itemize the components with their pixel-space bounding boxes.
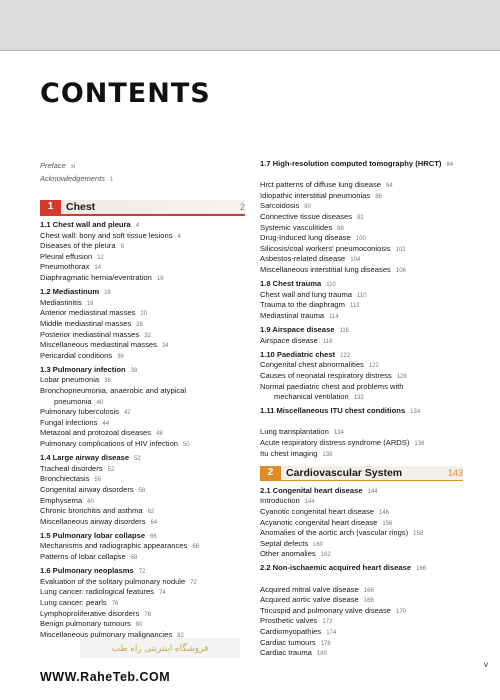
toc-entry-label: Benign pulmonary tumours — [40, 619, 131, 629]
toc-entry[interactable] — [260, 616, 332, 627]
toc-entry-page: 64 — [150, 519, 158, 526]
section-title: 1.9 Airspace disease — [260, 325, 335, 334]
toc-entry-page: 20 — [140, 311, 148, 318]
toc-entry-label: Sarcoidosis — [260, 201, 300, 211]
toc-entry-page: 156 — [382, 520, 393, 527]
toc-entry[interactable] — [260, 223, 344, 234]
toc-entry-label: Lung cancer: pearls — [40, 597, 107, 607]
toc-entry-label: Middle mediastinal masses — [40, 318, 132, 328]
toc-entry[interactable] — [40, 386, 186, 396]
toc-entry[interactable] — [260, 585, 374, 596]
section-page: 66 — [150, 533, 157, 540]
toc-entry-label: Diaphragmatic hernia/eventration — [40, 273, 152, 282]
toc-entry-page: 80 — [135, 622, 143, 629]
toc-entry[interactable] — [260, 191, 382, 202]
toc-entry-page: 128 — [396, 373, 407, 380]
section-page: 122 — [340, 352, 351, 359]
toc-entry-label: Congenital chest abnormalities — [260, 360, 364, 370]
front-item[interactable] — [40, 160, 113, 173]
page-title: CONTENTS — [40, 78, 211, 109]
front-item[interactable] — [40, 173, 113, 186]
toc-entry[interactable] — [40, 506, 154, 517]
chapter-title: Chest — [66, 201, 96, 213]
toc-entry-page: 174 — [326, 630, 337, 636]
toc-entry-page: 8 — [120, 244, 124, 251]
section-page: 72 — [138, 569, 146, 576]
toc-entry-label: Mediastinal trauma — [260, 310, 325, 320]
toc-entry-label: Mediastinitis — [40, 297, 82, 307]
toc-entry-label: Causes of neonatal respiratory distress — [260, 370, 392, 380]
toc-entry-label: Emphysema — [40, 495, 83, 505]
section-title: 1.8 Chest trauma — [260, 279, 322, 289]
toc-entry-label: Pulmonary tuberculosis — [40, 407, 119, 417]
toc-entry-page: 4 — [177, 233, 181, 240]
toc-entry[interactable] — [40, 496, 94, 507]
toc-entry-label: Bronchopneumonia, anaerobic and atypical — [40, 386, 187, 395]
chapter-rule — [40, 214, 245, 216]
section-page: 18 — [104, 290, 111, 297]
section-title: 1.4 Large airway disease — [40, 453, 130, 463]
toc-entry[interactable] — [40, 428, 163, 439]
toc-entry[interactable] — [260, 438, 424, 449]
toc-entry[interactable] — [40, 319, 143, 330]
page-number: v — [484, 660, 488, 669]
toc-entry[interactable] — [260, 549, 331, 560]
toc-entry[interactable] — [40, 308, 147, 319]
section-page: 38 — [130, 367, 138, 374]
toc-entry-label: Evaluation of the solitary pulmonary nodule — [40, 576, 186, 586]
toc-entry[interactable] — [40, 252, 104, 263]
toc-entry-page: 18 — [86, 300, 94, 307]
toc-entry-label: Miscellaneous pulmonary malignancies — [40, 629, 173, 639]
toc-entry[interactable] — [40, 598, 118, 609]
toc-entry[interactable] — [40, 351, 124, 362]
toc-entry-label: Patterns of lobar collapse — [40, 552, 126, 561]
toc-entry-page: 68 — [130, 555, 138, 561]
section-title: 1.2 Mediastinum — [40, 287, 100, 297]
toc-entry-page: 32 — [144, 332, 151, 339]
toc-entry-page: 56 — [94, 477, 102, 484]
section-heading[interactable] — [40, 453, 141, 464]
chapter-number: 2 — [260, 466, 281, 480]
toc-entry[interactable] — [40, 397, 103, 408]
toc-entry-label: Cardiomyopathies — [260, 627, 322, 636]
toc-entry-label: Normal paediatric chest and problems with — [260, 381, 404, 391]
toc-entry[interactable] — [260, 254, 360, 265]
section-page: 116 — [339, 328, 350, 334]
toc-entry[interactable] — [40, 474, 101, 485]
section-page: 144 — [367, 488, 378, 495]
toc-entry-page: 144 — [304, 499, 315, 506]
toc-entry-label: Cardiac tumours — [260, 637, 316, 647]
toc-entry[interactable] — [260, 300, 360, 311]
section-title: 1.11 Miscellaneous ITU chest conditions — [260, 406, 406, 416]
section-page: 84 — [446, 162, 454, 168]
toc-entry-page: 146 — [378, 509, 389, 516]
watermark-logo: فروشگاه اینترنتی راه طب — [80, 638, 240, 658]
toc-entry-label: Trauma to the diaphragm — [260, 300, 345, 310]
front-item-label: Acknowledgements — [40, 174, 106, 183]
toc-entry-label: Mechanisms and radiographic appearances — [40, 541, 188, 551]
toc-entry-label: Cyanotic congenital heart disease — [260, 506, 374, 516]
toc-entry[interactable] — [260, 507, 389, 518]
toc-entry[interactable] — [40, 407, 131, 418]
toc-entry-page: 136 — [414, 441, 425, 447]
toc-entry-label: Lung transplantation — [260, 427, 329, 437]
toc-entry-page: 62 — [147, 509, 155, 516]
toc-entry-page: 132 — [353, 395, 364, 402]
section-title: 1.7 High-resolution computed tomography (HRCT) — [260, 159, 442, 168]
section-title: 1.10 Paediatric chest — [260, 349, 336, 359]
toc-entry-label: Airspace disease — [260, 335, 318, 345]
toc-entry-label: Other anomalies — [260, 549, 316, 559]
toc-entry-page: 92 — [357, 215, 364, 221]
toc-entry-page: 122 — [368, 363, 379, 370]
toc-entry-page: 100 — [355, 236, 366, 243]
section-title: 1.6 Pulmonary neoplasms — [40, 566, 134, 576]
toc-entry-label: Hrct patterns of diffuse lung disease — [260, 180, 382, 190]
toc-entry-label: Acyanotic congenital heart disease — [260, 517, 378, 527]
toc-entry-label: Itu chest imaging — [260, 448, 318, 458]
toc-entry-page: 60 — [87, 498, 94, 505]
front-item-page: xi — [70, 164, 76, 170]
toc-entry[interactable] — [40, 375, 111, 386]
toc-entry-page: 86 — [375, 193, 382, 200]
toc-entry-page: 12 — [97, 254, 104, 261]
toc-entry-page: 110 — [357, 292, 367, 299]
section-heading[interactable] — [260, 350, 350, 361]
toc-entry[interactable] — [260, 595, 374, 606]
toc-entry[interactable] — [40, 485, 145, 496]
toc-entry[interactable] — [40, 418, 109, 429]
toc-entry-label: Systemic vasculitides — [260, 222, 333, 232]
toc-entry-page: 52 — [107, 466, 115, 473]
toc-entry-label: Prosthetic valves — [260, 616, 318, 626]
section-heading[interactable] — [40, 287, 111, 298]
section-title: 2.1 Congenital heart disease — [260, 485, 363, 495]
toc-entry[interactable] — [40, 577, 197, 588]
section-title: 1.5 Pulmonary lobar collapse — [40, 530, 146, 540]
toc-entry-label: Acquired mitral valve disease — [260, 584, 359, 594]
toc-entry[interactable] — [260, 392, 364, 403]
toc-entry-page: 180 — [316, 651, 327, 658]
toc-entry-page: 82 — [177, 632, 184, 639]
toc-entry-label: Anomalies of the aortic arch (vascular rings) — [260, 528, 409, 538]
toc-entry[interactable] — [40, 241, 124, 252]
chapter-title: Cardiovascular System — [286, 466, 403, 479]
toc-entry-label: Introduction — [260, 496, 300, 506]
section-heading[interactable] — [40, 365, 137, 376]
toc-entry[interactable] — [40, 439, 190, 450]
toc-entry-page: 158 — [413, 531, 424, 538]
toc-entry[interactable] — [260, 427, 344, 438]
toc-entry-label: Pericardial conditions — [40, 350, 113, 360]
toc-entry-label: Septal defects — [260, 538, 309, 548]
toc-entry[interactable] — [260, 212, 364, 223]
toc-entry-page: 98 — [337, 225, 344, 232]
top-divider — [0, 50, 500, 51]
toc-entry-page: 104 — [350, 257, 361, 264]
toc-entry[interactable] — [260, 336, 332, 347]
section-title: 2.2 Non-ischaemic acquired heart disease — [260, 563, 412, 573]
toc-entry-page: 114 — [329, 313, 339, 320]
watermark-url: WWW.RaheTeb.COM — [40, 670, 171, 684]
toc-entry-page: 138 — [322, 451, 333, 458]
section-page: 134 — [410, 409, 421, 416]
toc-entry-label: Fungal infections — [40, 417, 98, 427]
section-heading[interactable] — [40, 220, 139, 231]
toc-entry-label: Diseases of the pleura — [40, 241, 116, 251]
toc-entry[interactable] — [40, 552, 137, 563]
toc-entry[interactable] — [40, 298, 93, 309]
chapter-page: 143 — [447, 467, 463, 478]
toc-entry-page: 66 — [192, 544, 200, 551]
chapter-heading[interactable] — [40, 200, 245, 214]
toc-entry-label: Cardiac trauma — [260, 648, 312, 658]
toc-entry-label: Acquired aortic valve disease — [260, 595, 359, 605]
toc-entry-label: Pneumothorax — [40, 262, 90, 272]
toc-entry-label: Acute respiratory distress syndrome (ARDS) — [260, 438, 410, 447]
chapter-heading[interactable] — [260, 466, 463, 480]
toc-entry[interactable] — [260, 290, 367, 301]
toc-entry[interactable] — [260, 638, 331, 649]
toc-entry-label: Anterior mediastinal masses — [40, 308, 136, 318]
section-heading[interactable] — [40, 531, 157, 542]
toc-entry-label: Bronchiectasis — [40, 474, 90, 484]
toc-entry[interactable] — [260, 496, 315, 507]
front-matter — [40, 160, 113, 186]
toc-entry-page: 170 — [396, 608, 407, 615]
toc-entry-page: 166 — [363, 587, 374, 594]
toc-entry-page: 76 — [111, 600, 119, 607]
section-heading[interactable] — [260, 325, 349, 336]
toc-entry-page: 50 — [183, 442, 190, 448]
section-page: 4 — [135, 223, 140, 229]
section-title: 1.3 Pulmonary infection — [40, 364, 126, 374]
toc-entry[interactable] — [260, 371, 407, 382]
toc-entry-label: Pulmonary complications of HIV infection — [40, 439, 179, 448]
toc-entry[interactable] — [260, 311, 339, 322]
toc-entry[interactable] — [260, 518, 392, 529]
toc-entry[interactable] — [260, 360, 379, 371]
toc-entry-label: Chronic bronchitis and asthma — [40, 506, 143, 516]
toc-entry-page: 116 — [322, 338, 333, 345]
toc-entry-page: 44 — [102, 420, 110, 427]
toc-entry-page: 48 — [156, 431, 163, 438]
toc-entry-page: 106 — [395, 268, 406, 274]
toc-entry-label: pneumonia — [54, 396, 92, 406]
toc-entry-page: 172 — [322, 619, 333, 626]
section-page: 52 — [134, 456, 141, 463]
toc-entry-page: 134 — [333, 430, 344, 437]
toc-entry-page: 40 — [96, 399, 104, 406]
section-heading[interactable] — [260, 159, 463, 170]
section-heading[interactable] — [40, 566, 145, 577]
toc-entry-label: Connective tissue diseases — [260, 212, 353, 221]
toc-entry-page: 78 — [144, 611, 152, 618]
toc-entry-page: 178 — [320, 640, 331, 647]
toc-entry-page: 74 — [158, 590, 166, 597]
toc-entry[interactable] — [260, 382, 404, 392]
toc-entry[interactable] — [40, 273, 164, 284]
toc-entry-label: Drug-Induced lung disease — [260, 233, 351, 243]
toc-entry-page: 112 — [349, 303, 360, 310]
toc-entry-page: 36 — [117, 353, 124, 360]
section-heading[interactable] — [260, 563, 463, 574]
toc-entry-label: Miscellaneous interstitial lung diseases — [260, 265, 391, 274]
toc-entry-label: mechanical ventilation — [274, 392, 349, 402]
toc-entry-page: 102 — [395, 246, 406, 253]
section-title: 1.1 Chest wall and pleura — [40, 220, 131, 229]
front-item-label: Preface — [40, 161, 66, 170]
toc-entry-label: Miscellaneous mediastinal masses — [40, 340, 157, 350]
toc-entry-label: Lobar pneumonia — [40, 375, 100, 385]
toc-entry-page: 160 — [313, 541, 324, 548]
toc-entry-label: Metazoal and protozoal diseases — [40, 428, 152, 438]
toc-entry[interactable] — [260, 244, 406, 255]
toc-entry-label: Pleural effusion — [40, 251, 93, 261]
toc-entry[interactable] — [40, 619, 142, 630]
toc-entry[interactable] — [260, 233, 366, 244]
toc-entry-label: Congenital airway disorders — [40, 484, 134, 494]
toc-entry-label: Lymphoproliferative disorders — [40, 608, 140, 618]
chapter-number: 1 — [40, 200, 61, 214]
toc-entry[interactable] — [260, 180, 393, 191]
toc-entry-label: Chest wall and lung trauma — [260, 289, 353, 299]
toc-entry-label: Chest wall: bony and soft tissue lesions — [40, 230, 173, 240]
toc-entry-page: 16 — [156, 276, 164, 282]
toc-entry-label: Tricuspid and pulmonary valve disease — [260, 605, 391, 615]
toc-entry[interactable] — [260, 539, 323, 550]
toc-entry[interactable] — [40, 340, 169, 351]
section-heading[interactable] — [260, 486, 378, 497]
toc-entry-page: 14 — [94, 265, 102, 272]
toc-entry-label: Asbestos-related disease — [260, 254, 346, 264]
toc-entry[interactable] — [40, 609, 151, 620]
toc-entry-page: 168 — [363, 598, 374, 605]
toc-entry[interactable] — [40, 464, 114, 475]
toc-entry[interactable] — [40, 541, 199, 552]
section-page: 110 — [326, 282, 336, 289]
toc-entry-label: Posterior mediastinal masses — [40, 329, 140, 339]
toc-entry[interactable] — [40, 262, 101, 273]
toc-entry[interactable] — [40, 330, 151, 341]
toc-entry-label: Miscellaneous airway disorders — [40, 516, 146, 526]
section-heading[interactable] — [260, 279, 336, 290]
toc-entry[interactable] — [260, 648, 327, 659]
toc-entry[interactable] — [260, 449, 332, 460]
toc-entry-label: Lung cancer: radiological features — [40, 587, 154, 597]
toc-entry-page: 26 — [136, 321, 143, 328]
toc-entry-page: 58 — [138, 487, 146, 494]
toc-entry-page: 84 — [386, 183, 393, 190]
toc-entry[interactable] — [40, 231, 181, 242]
toc-entry-page: 42 — [123, 410, 131, 417]
toc-entry-page: 34 — [161, 343, 169, 350]
section-page: 166 — [416, 566, 427, 573]
chapter-rule — [260, 480, 463, 482]
toc-entry[interactable] — [260, 528, 423, 539]
toc-entry[interactable] — [260, 201, 311, 212]
section-heading[interactable] — [260, 406, 463, 417]
toc-entry-page: 72 — [190, 579, 197, 586]
toc-entry-label: Idiopathic interstitial pneumonias — [260, 190, 371, 200]
chapter-page: 2 — [239, 202, 245, 212]
toc-entry-label: Tracheal disorders — [40, 463, 103, 473]
toc-entry-page: 162 — [320, 552, 331, 559]
toc-entry[interactable] — [260, 265, 406, 276]
toc-entry[interactable] — [260, 627, 336, 638]
toc-entry-page: 38 — [104, 378, 111, 385]
toc-entry-page: 90 — [304, 204, 311, 211]
toc-entry-label: Silicosis/coal workers' pneumoconiosis — [260, 243, 391, 253]
toc-entry[interactable] — [40, 517, 157, 528]
front-item-page: 1 — [110, 177, 114, 183]
toc-entry[interactable] — [260, 606, 406, 617]
top-band — [0, 0, 500, 50]
toc-entry[interactable] — [40, 587, 166, 598]
